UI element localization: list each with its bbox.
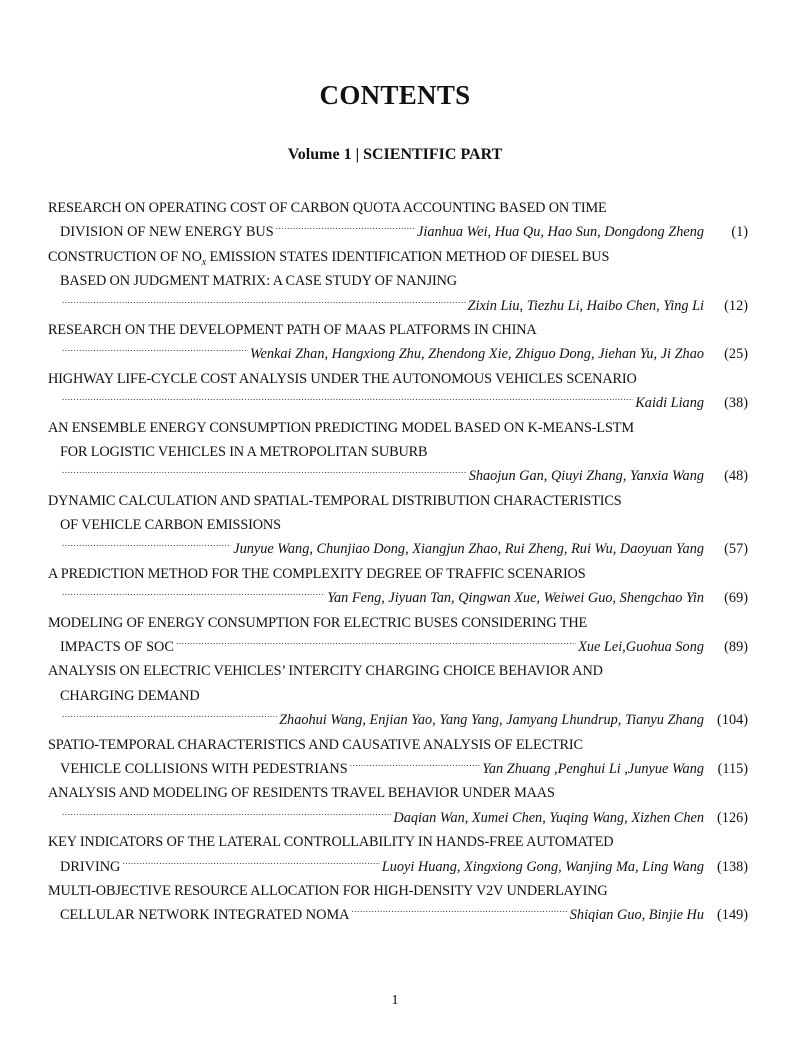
toc-entry-title-line: RESEARCH ON THE DEVELOPMENT PATH OF MAAS PLATFORMS IN CHINA <box>48 321 537 338</box>
dot-leader <box>62 710 277 724</box>
toc-entry-author-line <box>48 708 748 732</box>
dot-leader <box>62 588 325 602</box>
dot-leader <box>351 905 567 919</box>
toc-entry-title-end: DIVISION OF NEW ENERGY BUS <box>60 224 274 241</box>
toc-entry-page: (12) <box>724 297 748 314</box>
toc-entry-authors: Shiqian Guo, Binjie Hu <box>569 907 704 924</box>
toc-entry-authors: Zhaohui Wang, Enjian Yao, Yang Yang, Jamyang Lhundrup, Tianyu Zhang <box>279 712 704 729</box>
toc-entry-page: (1) <box>731 224 748 241</box>
toc-entry-author-line <box>48 903 748 927</box>
toc-entry-title-line: RESEARCH ON OPERATING COST OF CARBON QUOTA ACCOUNTING BASED ON TIME <box>48 200 607 216</box>
toc-entry[interactable] <box>48 733 748 782</box>
toc-entry-page: (38) <box>724 395 748 412</box>
volume-heading: Volume 1 | SCIENTIFIC PART <box>287 146 503 163</box>
toc-entry-authors: Shaojun Gan, Qiuyi Zhang, Yanxia Wang <box>468 468 704 485</box>
toc-entry[interactable] <box>48 562 748 611</box>
toc-entry-title-line: KEY INDICATORS OF THE LATERAL CONTROLLABILITY IN HANDS-FREE AUTOMATED <box>48 834 614 851</box>
toc-entry-author-line <box>48 635 748 659</box>
toc-entry[interactable] <box>48 367 748 416</box>
toc-entry-page: (126) <box>717 809 748 826</box>
toc-entry-page: (89) <box>724 639 748 656</box>
toc-entry-title-line: SPATIO-TEMPORAL CHARACTERISTICS AND CAUSATIVE ANALYSIS OF ELECTRIC <box>48 736 583 753</box>
page-title: CONTENTS <box>319 80 471 110</box>
toc-entry-title-end: CELLULAR NETWORK INTEGRATED NOMA <box>60 907 350 924</box>
toc-entry-title-line: AN ENSEMBLE ENERGY CONSUMPTION PREDICTING MODEL BASED ON K-MEANS-LSTM <box>48 419 634 436</box>
dot-leader <box>122 857 379 871</box>
dot-leader <box>62 393 633 407</box>
toc-entry-title-line: ANALYSIS ON ELECTRIC VEHICLES’ INTERCITY CHARGING CHOICE BEHAVIOR AND <box>48 663 603 680</box>
toc-entry[interactable] <box>48 659 748 732</box>
toc-entry[interactable] <box>48 781 748 830</box>
toc-entry-author-line <box>48 342 748 366</box>
toc-entry-title-end: DRIVING <box>60 858 121 875</box>
toc-entry-author-line <box>48 464 748 488</box>
toc-entry[interactable] <box>48 196 748 245</box>
dot-leader <box>176 637 576 651</box>
toc-entry-authors: Zixin Liu, Tiezhu Li, Haibo Chen, Ying Li <box>467 297 704 314</box>
toc-entry-author-line <box>48 391 748 415</box>
dot-leader <box>276 222 415 236</box>
toc-entry-page: (25) <box>724 346 748 363</box>
dot-leader <box>62 466 467 480</box>
toc-entry-authors: Jianhua Wei, Hua Qu, Hao Sun, Dongdong Zheng <box>417 224 704 241</box>
toc-entry-title-line: CONSTRUCTION OF $NO_x$ EMISSION STATES IDENTIFICATION METHOD OF DIESEL BUS <box>48 248 610 268</box>
toc-entry[interactable] <box>48 830 748 879</box>
toc-entry-authors: Daqian Wan, Xumei Chen, Yuqing Wang, Xizhen Chen <box>393 809 704 826</box>
toc-entry[interactable] <box>48 611 748 660</box>
subscript: x <box>201 256 207 268</box>
toc-entry[interactable] <box>48 245 748 318</box>
toc-entry-page: (149) <box>717 907 748 924</box>
toc-entry-title-line: BASED ON JUDGMENT MATRIX: A CASE STUDY OF NANJING <box>60 273 457 290</box>
toc-entry-author-line <box>48 855 748 879</box>
dot-leader <box>62 344 248 358</box>
toc-entry-author-line <box>48 294 748 318</box>
toc-entry[interactable] <box>48 489 748 562</box>
toc-entry-authors: Luoyi Huang, Xingxiong Gong, Wanjing Ma, Ling Wang <box>381 858 704 875</box>
toc-entry-authors: Junyue Wang, Chunjiao Dong, Xiangjun Zhao, Rui Zheng, Rui Wu, Daoyuan Yang <box>233 541 704 558</box>
toc-entry-author-line <box>48 757 748 781</box>
toc-entry[interactable] <box>48 416 748 489</box>
toc-entry-page: (115) <box>717 760 748 777</box>
dot-leader <box>62 539 231 553</box>
toc-entry-title-line: MULTI-OBJECTIVE RESOURCE ALLOCATION FOR HIGH-DENSITY V2V UNDERLAYING <box>48 882 608 899</box>
dot-leader <box>62 296 466 310</box>
toc-entry-author-line <box>48 806 748 830</box>
toc-entry-authors: Yan Feng, Jiyuan Tan, Qingwan Xue, Weiwei Guo, Shengchao Yin <box>327 590 704 607</box>
toc-entry-authors: Kaidi Liang <box>635 395 704 412</box>
toc-entry-authors: Yan Zhuang ,Penghui Li ,Junyue Wang <box>482 760 704 777</box>
toc-entry-page: (138) <box>717 858 748 875</box>
dot-leader <box>62 808 391 822</box>
toc-entry-title-line: A PREDICTION METHOD FOR THE COMPLEXITY DEGREE OF TRAFFIC SCENARIOS <box>48 565 586 582</box>
table-of-contents <box>48 196 748 928</box>
toc-entry-title-line: CHARGING DEMAND <box>60 687 200 704</box>
toc-entry-title-line: ANALYSIS AND MODELING OF RESIDENTS TRAVEL BEHAVIOR UNDER MAAS <box>48 785 555 802</box>
toc-entry-title-end: VEHICLE COLLISIONS WITH PEDESTRIANS <box>60 760 348 777</box>
toc-entry-author-line <box>48 537 748 561</box>
toc-entry-page: (48) <box>724 468 748 485</box>
page-number: 1 <box>391 993 399 1008</box>
toc-entry-title-line: MODELING OF ENERGY CONSUMPTION FOR ELECTRIC BUSES CONSIDERING THE <box>48 614 588 631</box>
toc-entry-authors: Wenkai Zhan, Hangxiong Zhu, Zhendong Xie, Zhiguo Dong, Jiehan Yu, Ji Zhao <box>249 346 704 363</box>
toc-entry-title-line: FOR LOGISTIC VEHICLES IN A METROPOLITAN SUBURB <box>60 443 428 460</box>
toc-entry-title-end: IMPACTS OF SOC <box>60 639 174 656</box>
toc-entry[interactable] <box>48 879 748 928</box>
toc-entry-page: (104) <box>717 712 748 729</box>
toc-entry-page: (69) <box>724 590 748 607</box>
dot-leader <box>350 759 481 773</box>
toc-entry-authors: Xue Lei,Guohua Song <box>578 639 704 656</box>
toc-entry-page: (57) <box>724 541 748 558</box>
toc-entry-title-line: HIGHWAY LIFE-CYCLE COST ANALYSIS UNDER THE AUTONOMOUS VEHICLES SCENARIO <box>48 370 637 387</box>
toc-entry-title-line: OF VEHICLE CARBON EMISSIONS <box>60 517 281 534</box>
toc-entry[interactable] <box>48 318 748 367</box>
toc-entry-title-line: DYNAMIC CALCULATION AND SPATIAL-TEMPORAL DISTRIBUTION CHARACTERISTICS <box>48 492 622 509</box>
toc-entry-author-line <box>48 586 748 610</box>
toc-entry-author-line <box>48 220 748 244</box>
